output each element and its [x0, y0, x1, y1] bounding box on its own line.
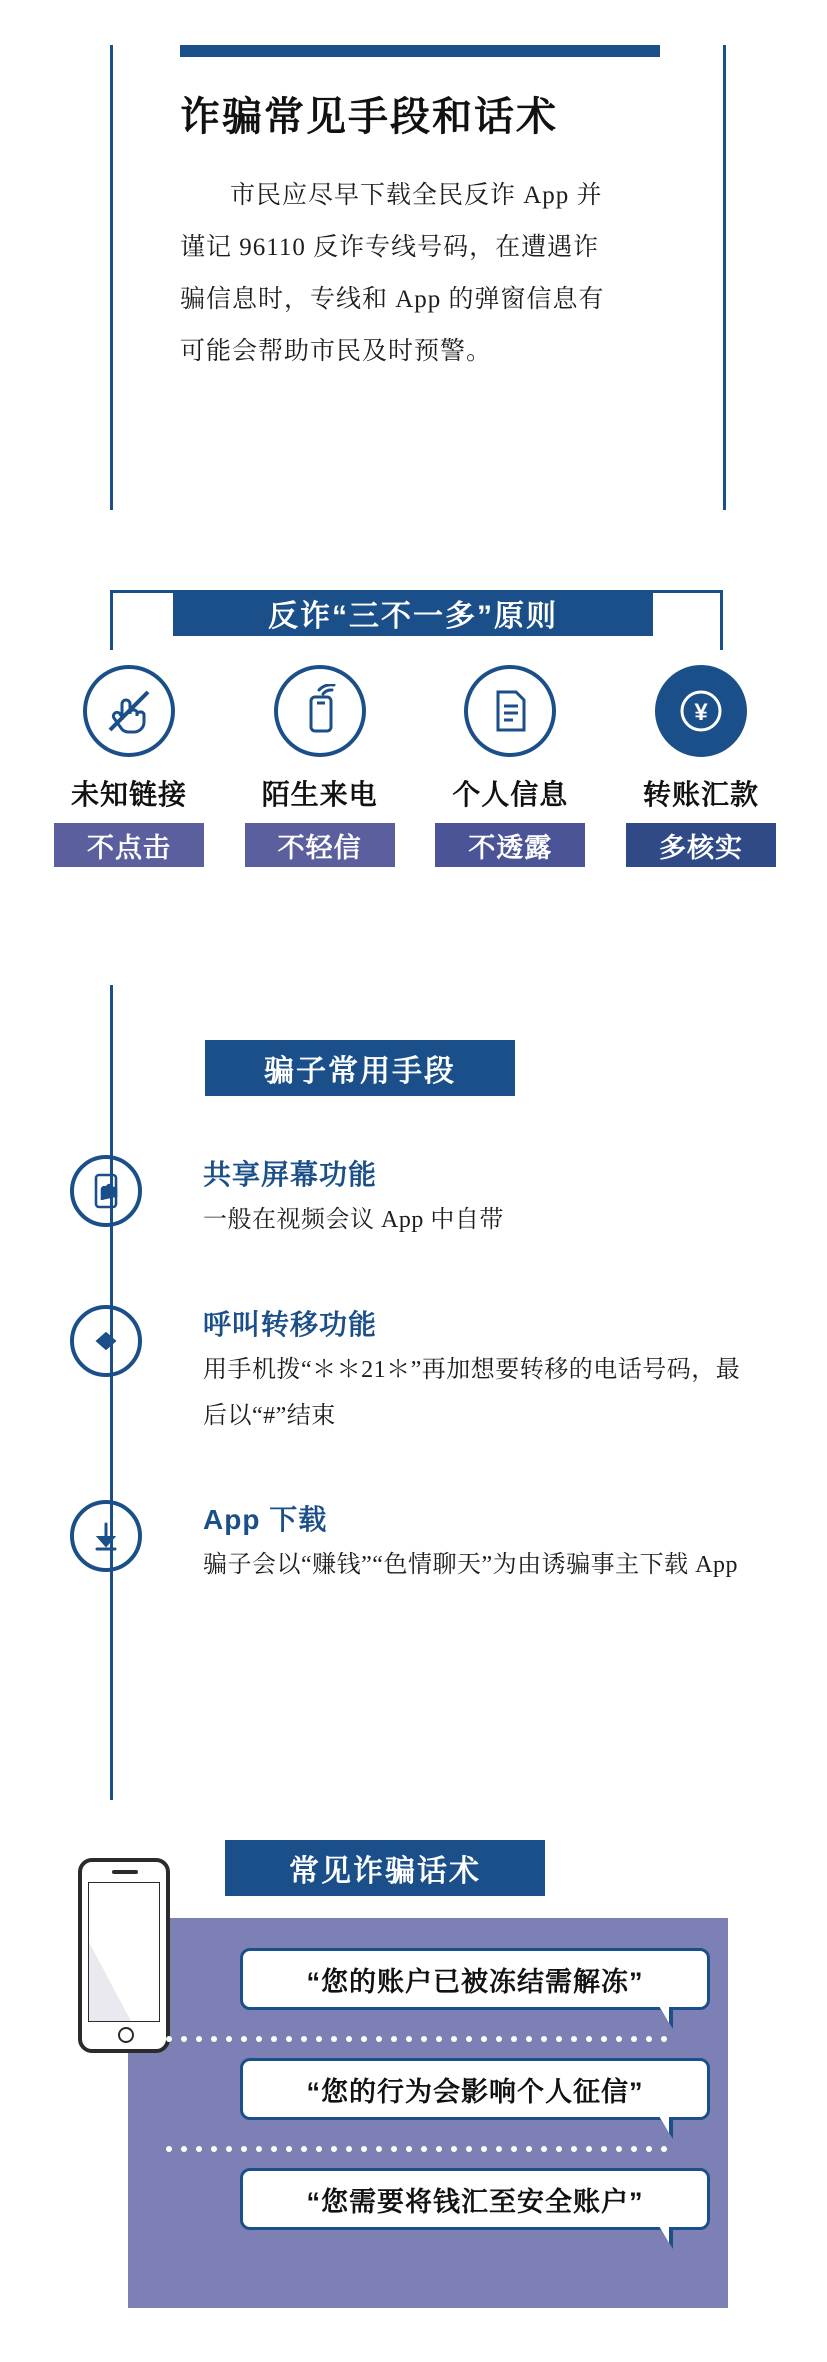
trick-desc: 骗子会以“赚钱”“色情聊天”为由诱骗事主下载 App: [203, 1552, 738, 1578]
principle-label: 陌生来电: [261, 779, 378, 810]
bubble-tail-inner: [659, 2116, 669, 2133]
phone-home-button: [118, 2027, 134, 2043]
phrase-bubble-1: [240, 1948, 710, 2010]
svg-text:¥: ¥: [694, 699, 708, 726]
bracket-right-side: [720, 590, 723, 650]
phrase-text: “您的账户已被冻结需解冻”: [306, 1966, 644, 1997]
phone-screen: [88, 1882, 160, 2022]
tricks-section: [0, 985, 827, 1805]
principle-label: 个人信息: [452, 779, 569, 810]
header-section: [0, 0, 827, 560]
principle-item-money-transfer: [612, 665, 790, 867]
bracket-left-top: [110, 590, 173, 593]
unknown-call-icon: [274, 665, 366, 757]
phrase-text: “您需要将钱汇至安全账户”: [306, 2186, 644, 2217]
phone-speaker: [112, 1870, 138, 1874]
phrases-section: [0, 1810, 827, 2362]
principle-item-unknown-call: [231, 665, 409, 867]
principle-item-unknown-link: [40, 665, 218, 867]
trick-desc: 一般在视频会议 App 中自带: [203, 1207, 504, 1233]
phrase-text: “您的行为会影响个人征信”: [306, 2076, 644, 2107]
principle-tag: 不透露: [435, 823, 585, 867]
page-title: 诈骗常见手段和话术: [180, 95, 558, 139]
intro-paragraph: 市民应尽早下载全民反诈 App 并谨记 96110 反诈专线号码，在遭遇诈骗信息时，专线和 App 的弹窗信息有可能会帮助市民及时预警。: [180, 182, 605, 365]
trick-title: 呼叫转移功能: [203, 1309, 378, 1340]
no-tap-link-icon: [83, 665, 175, 757]
principle-tag: 不点击: [54, 823, 204, 867]
bubble-tail-inner: [659, 2226, 669, 2243]
principle-tag: 不轻信: [245, 823, 395, 867]
principles-banner: 反诈“三不一多”原则: [173, 590, 653, 636]
principle-item-personal-info: [421, 665, 599, 867]
trick-title: App 下载: [203, 1504, 328, 1535]
app-download-icon: [70, 1500, 142, 1572]
money-transfer-icon: [655, 665, 747, 757]
principle-label: 未知链接: [70, 779, 187, 810]
trick-title: 共享屏幕功能: [203, 1159, 378, 1190]
trick-desc: 用手机拨“＊＊21＊”再加想要转移的电话号码，最后以“#”结束: [203, 1357, 741, 1429]
principles-section: [0, 580, 827, 960]
dot-separator-1: [166, 2036, 686, 2042]
phrase-bubble-2: [240, 2058, 710, 2120]
bubble-tail-inner: [659, 2006, 669, 2023]
tricks-left-line: [110, 985, 113, 1800]
principles-list: [40, 665, 790, 867]
phrase-bubble-3: [240, 2168, 710, 2230]
phone-illustration: [78, 1858, 170, 2053]
personal-document-icon: [464, 665, 556, 757]
bracket-left-side: [110, 590, 113, 650]
share-screen-icon: [70, 1155, 142, 1227]
bracket-right-top: [653, 590, 723, 593]
principle-label: 转账汇款: [642, 779, 759, 810]
header-left-line: [110, 45, 113, 510]
phrases-banner: 常见诈骗话术: [225, 1840, 545, 1896]
dot-separator-2: [166, 2146, 686, 2152]
principle-tag: 多核实: [626, 823, 776, 867]
tricks-banner: 骗子常用手段: [205, 1040, 515, 1096]
call-forward-icon: [70, 1305, 142, 1377]
header-rule: [180, 45, 660, 57]
